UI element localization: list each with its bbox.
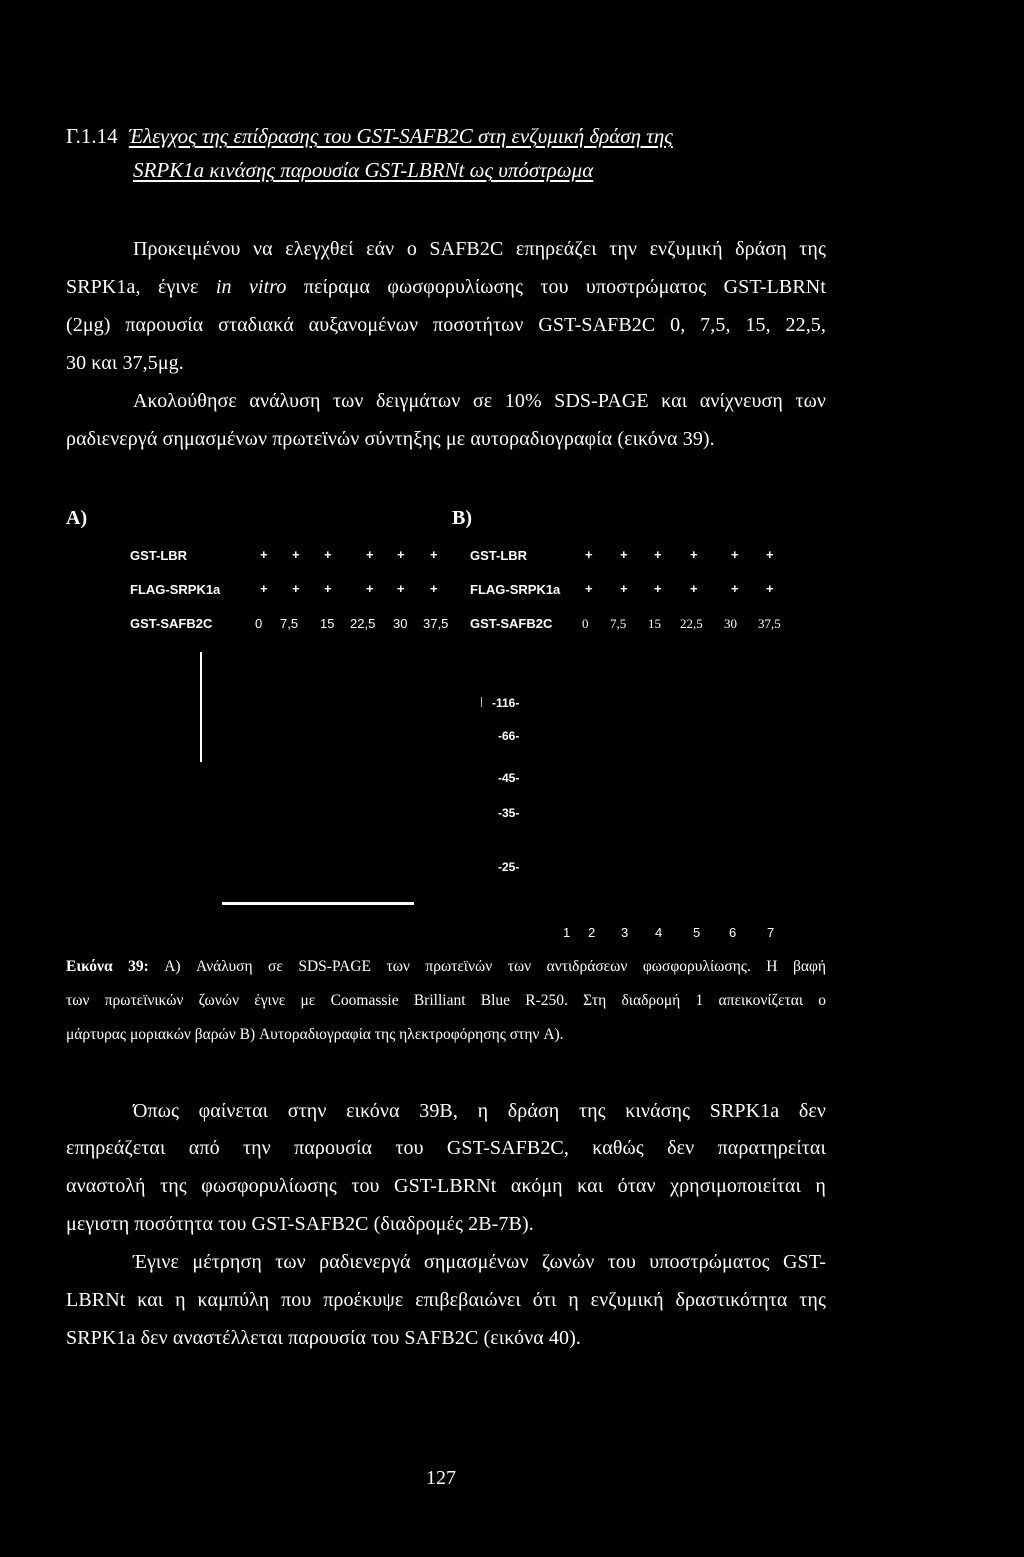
row-b-val: 0: [582, 616, 589, 631]
gel-left-edge: [200, 652, 202, 762]
marker-66: -66-: [498, 729, 520, 743]
panel-b-label: B): [452, 507, 472, 529]
panel-a-label: A): [66, 507, 88, 529]
gel-bottom-edge: [222, 902, 414, 905]
discussion-line1: Όπως φαίνεται στην εικόνα 39B, η δράση της κινάσης SRPK1a δεν: [133, 1100, 826, 1122]
marker-116: -116-: [492, 696, 520, 710]
intro-line4: 30 και 37,5μg.: [66, 352, 184, 374]
discussion-line6: LBRNt και η καμπύλη που προέκυψε επιβεβαιώνει ότι η ενζυμική δραστικότητα της: [66, 1289, 826, 1311]
row-b-val: +: [585, 581, 593, 596]
row-a-val: +: [292, 581, 300, 596]
lane-number: 5: [693, 925, 701, 940]
intro-line5: Ακολούθησε ανάλυση των δειγμάτων σε 10% SDS-PAGE και ανίχνευση των: [133, 390, 826, 412]
row-a-val: +: [324, 547, 332, 562]
discussion-line7: SRPK1a δεν αναστέλλεται παρουσία του SAFB2C (εικόνα 40).: [66, 1327, 581, 1349]
caption-line3: μάρτυρας μοριακών βαρών B) Αυτοραδιογραφία της ηλεκτροφόρησης στην A).: [66, 1026, 564, 1043]
caption-line1: [66, 958, 826, 976]
caption-line1-text: A) Ανάλυση σε SDS-PAGE των πρωτεϊνών των αντιδράσεων φωσφορυλίωσης. Η βαφή: [148, 958, 826, 975]
caption-line2: των πρωτεϊνικών ζωνών έγινε με Coomassie Brilliant Blue R-250. Στη διαδρομή 1 απεικονίζεται ο: [66, 992, 826, 1009]
discussion-line5: Έγινε μέτρηση των ραδιενεργά σημασμένων ζωνών του υποστρώματος GST-: [133, 1251, 826, 1273]
marker-45: -45-: [498, 771, 520, 785]
row-b-val: +: [731, 581, 739, 596]
row-b-val: +: [654, 581, 662, 596]
row-b-val: +: [766, 581, 774, 596]
row-label-gst-safb2c: GST-SAFB2C: [130, 616, 213, 631]
lane-number: 7: [767, 925, 775, 940]
section-number: Γ.1.14: [66, 124, 118, 148]
row-b-label-gst-safb2c: GST-SAFB2C: [470, 616, 553, 631]
intro-line2: [66, 276, 826, 299]
row-b-val: 22,5: [680, 616, 703, 631]
lane-number: 3: [621, 925, 629, 940]
row-a-val: +: [397, 581, 405, 596]
row-a-val: +: [324, 581, 332, 596]
row-b-label-flag-srpk1a: FLAG-SRPK1a: [470, 582, 561, 597]
row-a-val: 30: [393, 616, 408, 631]
row-a-val: 15: [320, 616, 335, 631]
row-b-val: 15: [648, 616, 661, 631]
row-a-val: +: [366, 547, 374, 562]
lane-number: 2: [588, 925, 596, 940]
caption-lead: Εικόνα 39:: [66, 958, 149, 975]
row-b-val: +: [585, 547, 593, 562]
row-a-val: +: [397, 547, 405, 562]
row-b-val: +: [620, 547, 628, 562]
intro-line3: (2μg) παρουσία σταδιακά αυξανομένων ποσοτήτων GST-SAFB2C 0, 7,5, 15, 22,5,: [66, 314, 826, 336]
row-a-val: +: [430, 547, 438, 562]
row-a-val: +: [260, 581, 268, 596]
row-a-val: 7,5: [280, 616, 299, 631]
row-b-label-gst-lbr: GST-LBR: [470, 548, 528, 563]
row-b-val: 37,5: [758, 616, 781, 631]
row-b-val: +: [654, 547, 662, 562]
row-label-flag-srpk1a: FLAG-SRPK1a: [130, 582, 221, 597]
row-a-val: 37,5: [423, 616, 449, 631]
lane-number: 4: [655, 925, 663, 940]
intro-line6: ραδιενεργά σημασμένων πρωτεϊνών σύντηξης με αυτοραδιογραφία (εικόνα 39).: [66, 428, 715, 450]
lane-number: 6: [729, 925, 737, 940]
marker-35: -35-: [498, 806, 520, 820]
in-vitro-text: in vitro: [215, 276, 287, 298]
intro-line2-c: πείραμα φωσφορυλίωσης του υποστρώματος GST-LBRNt: [286, 276, 826, 298]
lane-number: 1: [563, 925, 571, 940]
row-a-val: 0: [255, 616, 263, 631]
gel-divider-mark: [481, 697, 482, 707]
row-a-val: +: [292, 547, 300, 562]
section-title-line1: Έλεγχος της επίδρασης του GST-SAFB2C στη ενζυμική δράση της: [128, 124, 673, 148]
row-label-gst-lbr: GST-LBR: [130, 548, 188, 563]
intro-line1: Προκειμένου να ελεγχθεί εάν ο SAFB2C επηρεάζει την ενζυμική δράση της: [133, 238, 826, 260]
marker-25: -25-: [498, 860, 520, 874]
intro-line2-a: SRPK1a, έγινε: [66, 276, 216, 298]
discussion-line3: αναστολή της φωσφορυλίωσης του GST-LBRNt ακόμη και όταν χρησιμοποιείται η: [66, 1175, 826, 1197]
row-b-val: +: [766, 547, 774, 562]
row-b-val: 30: [724, 616, 737, 631]
row-b-val: 7,5: [610, 616, 627, 631]
discussion-line2: επηρεάζεται από την παρουσία του GST-SAFB2C, καθώς δεν παρατηρείται: [66, 1137, 826, 1159]
section-title-line2-wrap: [133, 158, 593, 183]
row-b-val: +: [690, 581, 698, 596]
row-a-val: +: [260, 547, 268, 562]
page-number: 127: [426, 1467, 456, 1489]
row-b-val: +: [620, 581, 628, 596]
section-title-line2: SRPK1a κινάσης παρουσία GST-LBRNt ως υπόστρωμα: [133, 158, 594, 182]
row-a-val: 22,5: [350, 616, 376, 631]
section-heading: [66, 124, 673, 149]
row-a-val: +: [366, 581, 374, 596]
row-b-val: +: [690, 547, 698, 562]
row-b-val: +: [731, 547, 739, 562]
row-a-val: +: [430, 581, 438, 596]
discussion-line4: μεγιστη ποσότητα του GST-SAFB2C (διαδρομές 2B-7B).: [66, 1213, 534, 1235]
